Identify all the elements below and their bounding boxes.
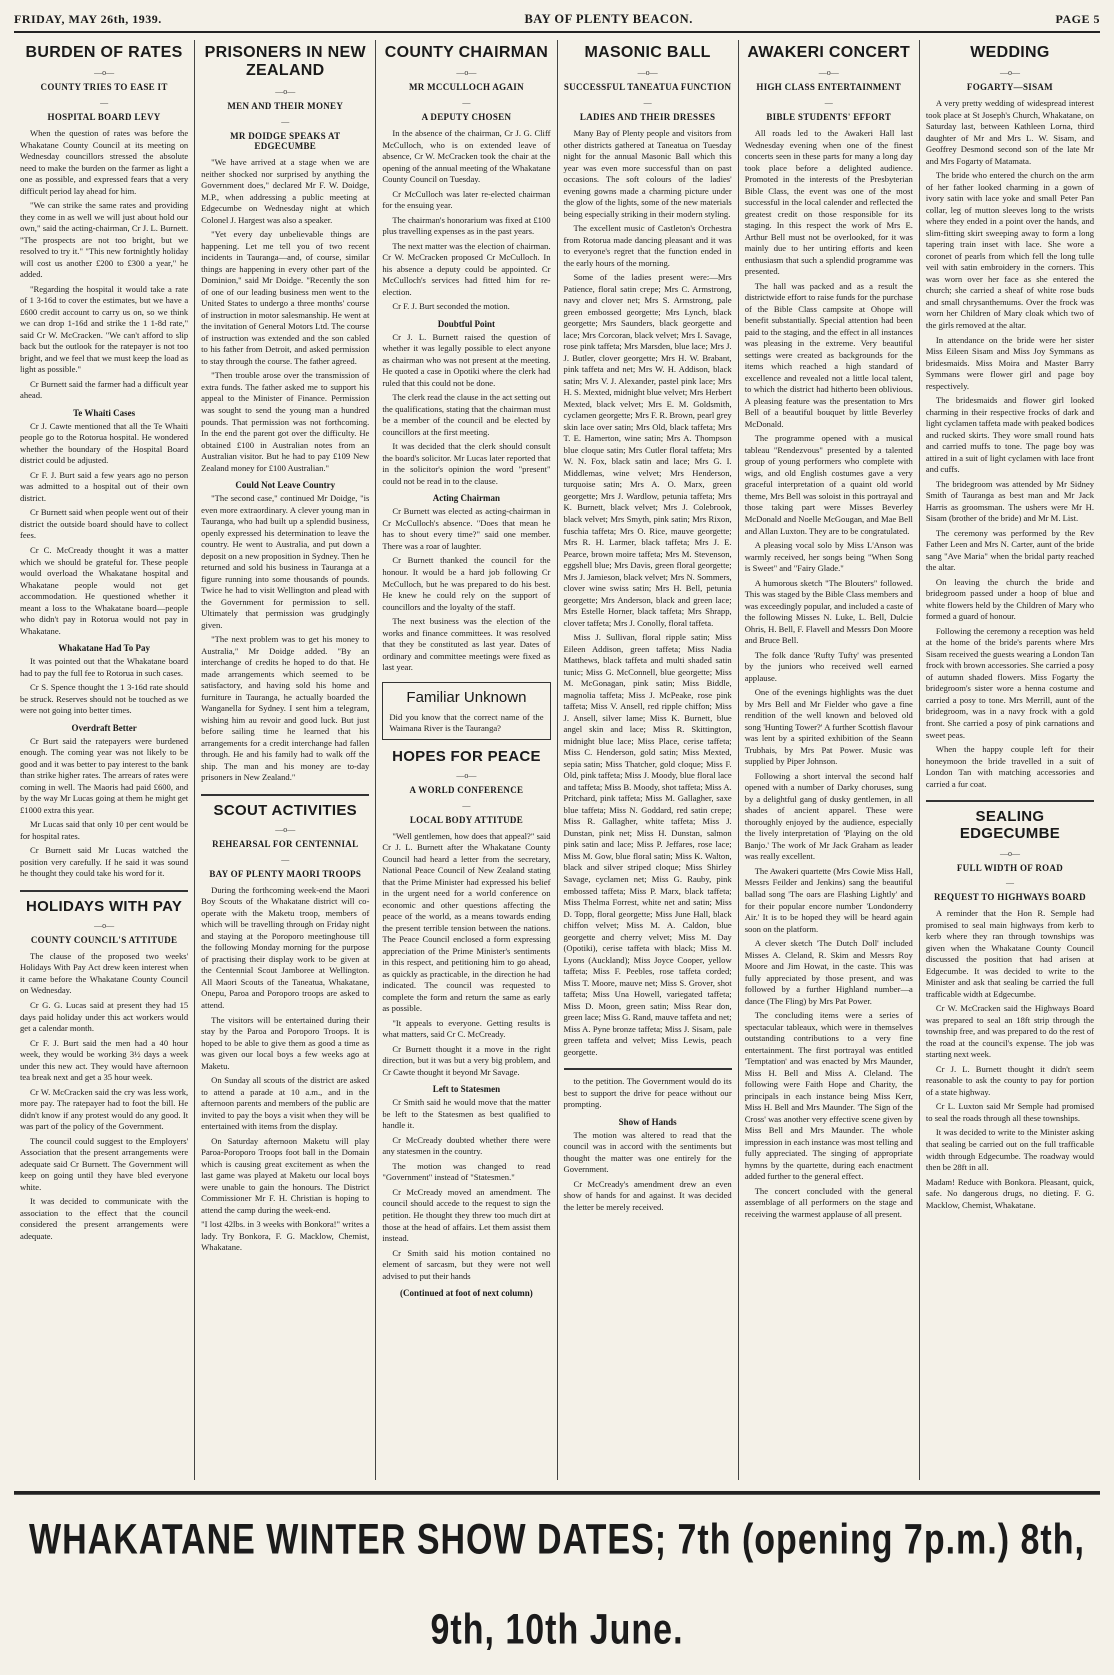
- article-headline: HOPES FOR PEACE: [392, 747, 541, 765]
- paragraph: The council could suggest to the Employers' Association that the present arrangements were adequate said Cr Burnett. The Government will keep on going until they have bled everyone white.: [20, 1135, 189, 1192]
- paragraph: On leaving the church the bride and bridegroom passed under a hoop of blue and white flowers held by the Children of Mary who formed a guard of honour.: [925, 576, 1095, 622]
- article-headline: MASONIC BALL: [584, 44, 711, 61]
- article-headline: HOLIDAYS WITH PAY: [25, 897, 183, 915]
- ornament: —: [643, 98, 652, 108]
- ornament: —: [462, 98, 471, 108]
- paragraph: The clerk read the clause in the act setting out the qualifications, stating that the chairman must be a member of the council and be elected by councillors at the first meeting.: [382, 392, 551, 437]
- article-body: [564, 128, 732, 1058]
- paper-title: BAY OF PLENTY BEACON.: [524, 12, 693, 26]
- ornament: —o—: [637, 68, 658, 78]
- paragraph: "We have arrived at a stage when we are neither shocked nor surprised by anything the Government does," declared Mr F. W. Doidge, M.P., when addressing a public meeting at Edgecumbe on Wednesday night at which Colonel J. Hargest was also a speaker.: [201, 157, 370, 225]
- paragraph: One of the evenings highlights was the duet by Mrs Bell and Mr Fielder who gave a fine rendition of the well known and beloved old song 'Hunting Tower?' A further Scottish flavour was lent by a spirited exhibition of the Seann Trubhais, by Mrs Pat Power. Music was supplied by Piper Johnson.: [744, 687, 913, 767]
- paragraph: Following the ceremony a reception was held at the home of the bride's parents where Mrs Sisam received the guests wearing a London Tan frock with brown accessories. She carried a posy of autumn shaded flowers. Miss Fogarty the bridegroom's sister wore a henna costume and carried a posy to tone. Mrs Merrill, aunt of the bridegroom, was in a navy frock with a gold front. She carried a posy of pink carnations and sweet peas.: [925, 625, 1095, 740]
- paragraph: "Yet every day unbelievable things are happening. Let me tell you of two recent incidents in Tauranga—and, of course, similar things are happening in every other part of the Dominion," said Mr Doidge. "Recently the son of one of our leading business men went to the United States to undergo a three months' course of instruction in motor salesmanship. He went at the invitation of General Motors Ltd. The course of instruction was extended and the son cabled to his father from Detroit, and asked permission to stay through the course. The father agreed.: [201, 229, 370, 366]
- paragraph: The folk dance 'Rufty Tufty' was presented by the juniors who received well earned applause.: [744, 649, 913, 683]
- paragraph: "Well gentlemen, how does that appeal?" said Cr J. L. Burnett after the Whakatane County Council had heard a letter from the secretary, National Peace Council of New Zealand stating that the Prime Minister had expressed his belief in the urgent need for a world conference on economic and other questions affecting the peace of the world, as a means towards ending the present terrible tension between the nations. The Peace Council enclosed a form expressing appreciation of the Prime Minister's sentiments in this respect, and petitioning him to go ahead, as quickly as practicable, in the direction he had indicated. The council was requested to complete the form and return the same as early as possible.: [382, 830, 551, 1014]
- divider: [564, 1068, 732, 1070]
- ornament: —: [100, 98, 109, 108]
- paragraph: The concluding items were a series of spectacular tableaux, which were in themselves outstanding contributions to a very fine entertainment. The first portrayal was entitled 'Temptation' and was enacted by Mrs Maunder, Miss H. Bell and Miss A. Cleland. The following were Faith Hope and Charity, the principals in each instance being Miss Kerr, Miss H. Bell and Mrs Maunder. 'The Sign of the Cross' was another very effective scene given by Miss Bell and Mrs Maunder. The whole impression in each instance was most telling and fully appreciated. The singing of appropriate hymns by the quartette, during each enactment added further to the general effect.: [744, 1010, 913, 1182]
- continued-note: (Continued at foot of next column): [400, 1288, 533, 1299]
- ornament: —o—: [818, 68, 839, 78]
- divider: [201, 794, 369, 796]
- article-deck: FULL WIDTH OF ROAD: [956, 862, 1064, 873]
- paragraph: Cr W. McCracken said the Highways Board was prepared to seal an 18ft strip through the township free, and was prepared to do the rest of the road at the council's expense. The job was starting next week.: [925, 1003, 1095, 1060]
- article-headline: WEDDING: [970, 44, 1050, 61]
- article-deck: SUCCESSFUL TANEATUA FUNCTION: [563, 82, 732, 93]
- article-deck: LADIES AND THEIR DRESSES: [579, 112, 716, 123]
- paragraph: "Regarding the hospital it would take a rate of 1 3-16d to cover the estimates, but we have a £600 credit account to carry us on, so we think we can drop 1-16d and strike the 1 1-8d rate," said Cr W. McCracken. "We can't afford to slip back but the outlook for the ratepayer is not too bright, and we feel that we must keep the load as light as possible.": [20, 283, 189, 375]
- masthead: [14, 12, 1100, 33]
- paragraph: Following a short interval the second half opened with a number of Darky choruses, sung by a delightful gang of dusky gentlemen, in all shades of ancient apparel. These were thoroughly enjoyed by the audience, especially the lively interpretation of 'Playing on the old Banjo.' The work of Mr Jack Graham as leader was really excellent.: [744, 770, 913, 862]
- ornament: —o—: [456, 770, 477, 780]
- ornament: —: [1005, 878, 1014, 888]
- paragraph: The bride who entered the church on the arm of her father looked charming in a gown of ivory satin with lace yoke and small Peter Pan collar, leg of mutton sleeves long to the wrists where they ended in a point over the hands, and slim-fitting skirt sweeping away to form a long tapering train inset with lace. She wore a coronet of pearls from which fell the long tulle veil with satin embroidery in the corners. This was worn over her face as she entered the church; she carried a sheaf of white rose buds and small chrysanthemums. Over the frock was worn her Children of Mary cloak which two of the girls removed at the altar.: [925, 170, 1095, 330]
- paragraph: The chairman's honorarium was fixed at £100 plus travelling expenses as in the past years.: [382, 214, 551, 237]
- paragraph: Cr J. L. Burnett raised the question of whether it was legally possible to elect anyone as chairman who was not present at the meeting. He quoted a case in Opotiki where the clerk had ruled that this could not be done.: [382, 331, 551, 388]
- paragraph: Cr J. L. Burnett thought it didn't seem reasonable to ask the county to pay for portion of a state highway.: [925, 1063, 1095, 1097]
- paragraph: Cr Burnett said when people went out of their district the outside board should have to collect fees.: [20, 507, 189, 541]
- advertisement: [926, 1177, 1094, 1212]
- paragraph: In the absence of the chairman, Cr J. G. Cliff McCulloch, who is on extended leave of absence, Cr W. McCracken took the chair at the opening of the annual meeting of the Whakatane County Council on Tuesday.: [382, 127, 551, 185]
- subheading: Show of Hands: [618, 1116, 677, 1127]
- article-body: [382, 128, 550, 674]
- paragraph: It was decided to write to the Minister asking that sealing be carried out on the full trafficable width through Edgecumbe. The roadway would then be 28ft in all.: [925, 1127, 1095, 1173]
- box-text: Did you know that the correct name of the Waimana River is the Tauranga?: [389, 711, 544, 734]
- subheading: Te Whaiti Cases: [73, 407, 136, 418]
- column-4: [558, 40, 739, 1480]
- columns: [14, 40, 1100, 1480]
- article-headline: SEALING EDGECUMBE: [959, 808, 1061, 843]
- paragraph: A humorous sketch "The Blouters" followed. This was staged by the Bible Class members and was exceedingly popular, and included a caste of the following Misses N. Luke, L. Bell, Dulcie Ohris, H. Bell, F. Flavell and Messrs Don Moore and Bruce Bell.: [744, 577, 913, 646]
- ornament: —o—: [999, 68, 1020, 78]
- paragraph: On Sunday all scouts of the district are asked to attend a parade at 10 a.m., and in the afternoon parents and members of the public are invited to pay the boys a visit when they will be entertained with items from the display.: [201, 1075, 370, 1132]
- paragraph: Cr F. J. Burt seconded the motion.: [392, 301, 510, 312]
- ornament: —o—: [999, 848, 1020, 858]
- article-deck: HOSPITAL BOARD LEVY: [47, 112, 161, 123]
- ornament: —: [281, 855, 290, 865]
- paragraph: The Awakeri quartette (Mrs Cowie Miss Hall, Messrs Feilder and Jenkins) sang the beautiful ballad song 'The oars are Flashing Lightly' and for their popular encore number 'Londonderry Air.' It is to be hoped they will be heard again soon on the platform.: [744, 865, 913, 934]
- article-headline: BURDEN OF RATES: [25, 44, 183, 61]
- article-headline: COUNTY CHAIRMAN: [384, 44, 549, 61]
- paragraph: A reminder that the Hon R. Semple had promised to seal main highways from kerb to kerb where they ran through townships was given when the Whakatane County Council discussed the position that had arisen at Edgecumbe. It was decided to write to the Minister and ask that sealing be carried the full trafficable width at Edgecumbe.: [925, 908, 1095, 999]
- article-body: [926, 908, 1094, 1173]
- article-body: [745, 128, 913, 1220]
- paragraph: "Then trouble arose over the transmission of extra funds. The father asked me to support his appeal to the Minister of Finance. Permission was sought to send the young man a hundred pounds. That permission was not forthcoming. In the end the parent got over the difficulty. He obtained £100 in Australian notes from an Australian visitor. But he had to pay £109 New Zealand money for £100 Australian.": [201, 370, 370, 473]
- paragraph: Cr Burnett was elected as acting-chairman in Cr McCulloch's absence. "Does that mean he has to shout every time?" said one member. There was a roar of laughter.: [382, 506, 551, 551]
- paragraph: Cr L. Luxton said Mr Semple had promised to seal the roads through all these townships.: [925, 1101, 1095, 1123]
- article-deck: MR MCCULLOCH AGAIN: [408, 82, 524, 93]
- paragraph: Cr C. McCready thought it was a matter which we should be grateful for. These people would overload the Whakatane hospital and Whakatane people would not get accommodation. He questioned whether it meant a loss to the Whakatane board—people who didn't pay in Rotorua would not pay in Whakatane.: [20, 545, 189, 636]
- paragraph: "It appeals to everyone. Getting results is what matters, said Cr C. McCready.: [382, 1017, 551, 1040]
- paragraph: In attendance on the bride were her sister Miss Eileen Sisam and Miss Joy Symmans as bridesmaids. Miss Moira and Master Barry Symmans were flower girl and page boy respectively.: [925, 334, 1095, 391]
- article-headline: SCOUT ACTIVITIES: [213, 801, 357, 819]
- continued-article: [564, 1076, 732, 1213]
- article-deck: COUNTY TRIES TO EASE IT: [40, 82, 168, 93]
- article-body: [20, 951, 188, 1242]
- article-deck: REQUEST TO HIGHWAYS BOARD: [933, 892, 1086, 903]
- paragraph: Cr F. J. Burt said the men had a 40 hour week, they would be working 3½ days a week under this new act. They would have afternoon tea break next and get a 35 hour week.: [20, 1037, 189, 1083]
- paragraph: Some of the ladies present were:—Mrs Patience, floral satin crepe; Mrs C. Armstrong, navy and clover net; Mrs S. Armstrong, pale green embossed georgette; Mrs Lynch, black georgette; Mrs Saunders, black georgette and lace; Mrs Corcoran, black velvet; Mrs I. Savage, rose pink taffeta; Mrs Marsden, blue lace; Mrs J. J. Butler, clover georgette; Mrs H. W. Brabant, pink taffeta and net; Mrs W. H. Addison, black satin; Mrs V. J. Alexander, pastel pink lace; Mrs H. S. Mexted, midnight blue velvet; Mrs Herbert Mexted, black velvet; Mrs E. M. Goldsmith, cyclamen georgette; Mrs F. R. Brown, pearl grey skin lace over satin; Mrs Old, black taffeta; Mrs T. E. Hamerton, wine satin; Mrs A. Thompson blue cloque satin; Mrs Cutler floral taffeta; Mrs W. N. Fox, black satin and lace; Mrs G. I. Middlemas, wine velvet; Mrs Henderson, turquoise satin; Mrs A. O. Marx, green georgette; Mrs J. Wardlow, petunia taffeta; Mrs K. Burnett, black velvet; Mrs J. Colebrook, black velvet; Mrs Smyth, pink satin; Mrs Rixon, fuschia taffeta; Mrs O. Rice, mauve georgette; Mrs R. H. Larmer, black taffeta; Mrs J. E. Pearce, brown moire taffeta; Mrs M. Stevenson, eggshell blue; Mrs Davis, green floral georgette; Mrs J. Jamieson, black velvet; Mrs N. Sommers, clover wine swiss satin; Mrs H. Bell, petunia georgette; Mrs Anderson, black and green lace; Mrs Estelle Horner, black taffeta; Mrs Shrapp, clover taffeta; Mrs J. Conolly, floral taffeta.: [563, 272, 732, 628]
- article-body: [201, 157, 369, 784]
- paragraph: The concert concluded with the general assemblage of all performers on the stage and receiving the warmest applause of all present.: [744, 1185, 913, 1219]
- paragraph: Cr F. J. Burt said a few years ago no person was admitted to a hospital out of their own district.: [20, 469, 189, 503]
- paragraph: The motion was altered to read that the council was in accord with the sentiments but thought the matter was one entirely for the Government.: [563, 1129, 732, 1175]
- paragraph: A pleasing vocal solo by Miss L'Anson was warmly received, her songs being "When Song is Sweet" and "Fairy Glade.": [744, 540, 913, 574]
- subheading: Overdraft Better: [71, 722, 137, 733]
- column-3: [376, 40, 557, 1480]
- ornament: —o—: [94, 921, 115, 931]
- paragraph: The ceremony was performed by the Rev Father Leen and Mrs N. Carter, aunt of the bride sang "Ave Maria" when the bridal party reached the altar.: [925, 527, 1095, 573]
- ornament: —o—: [94, 68, 115, 78]
- column-5: [739, 40, 920, 1480]
- ad-text: "I lost 42lbs. in 3 weeks with Bonkora!" writes a lady. Try Bonkora, F. G. Macklow, Chemist, Whakatane.: [201, 1219, 370, 1253]
- article-headline: PRISONERS IN NEW ZEALAND: [204, 44, 366, 80]
- paragraph: "The next problem was to get his money to Australia," Mr Doidge added. "By an interchange of credits he hoped to do that. He made arrangements which seemed to be satisfactory, and having sold his home and furniture in Tauranga, he actually boarded the Wanganella for Sydney. I sent him a telegram, wishing him au revoir and good luck. But just before sailing time he learned that his arrangements for a credit interchange had fallen through. He and his family had to walk off the ship. The man and his money are to-day prisoners in New Zealand.": [201, 634, 370, 783]
- paragraph: It was decided that the clerk should consult the board's solicitor. Mr Lucas later reported that in the solicitor's opinion the word "present" could not be read in to the clause.: [382, 441, 551, 486]
- paragraph: The bridegroom was attended by Mr Sidney Smith of Tauranga as best man and Mr Jack Harris as groomsman. The ushers were Mr H. Sisam (brother of the bride) and Mr M. List.: [925, 478, 1095, 524]
- paragraph: "The second case," continued Mr Doidge, "is even more extraordinary. A clever young man in Tauranga, who had built up a splendid business, openly expressed his determination to leave the country. He went to Australia, and put down a deposit on a new proposition in Sydney. Then he returned and sold his business in Tauranga at a figure running into some thousands of pounds. Twice he had to visit Wellington and plead with the Government for permission to sell. Ultimately that permission was grudgingly given.: [201, 493, 370, 630]
- paragraph: Many Bay of Plenty people and visitors from other districts gathered at Taneatua on Tuesday night for the annual Masonic Ball which this year was even more successful than on past occasions. The soft colours of the ladies' evening gowns made a charming picture under the glow of the lights, some of the new materials being especially striking in their modern styling.: [563, 127, 732, 219]
- familiar-unknown-box: [382, 682, 550, 740]
- paragraph: to the petition. The Government would do its best to support the drive for peace without our prompting.: [563, 1076, 732, 1110]
- paragraph: Cr S. Spence thought the 1 3-16d rate should be struck. Reserves should not be touched as we were not going into better times.: [20, 682, 189, 716]
- issue-date: FRIDAY, MAY 26th, 1939.: [14, 12, 162, 26]
- article-deck: HIGH CLASS ENTERTAINMENT: [756, 82, 902, 93]
- show-dates-banner: WHAKATANE WINTER SHOW DATES; 7th (opening 7p.m.) 8th, 9th, 10th June.: [14, 1491, 1100, 1581]
- article-body: [382, 831, 550, 1299]
- box-title: Familiar Unknown: [406, 688, 527, 706]
- paragraph: Cr Smith said his motion contained no element of sarcasm, but they were not well advised to put their hands: [382, 1247, 551, 1281]
- paragraph: The clause of the proposed two weeks' Holidays With Pay Act drew keen interest when it came before the Whakatane County Council on Wednesday.: [20, 950, 189, 996]
- paragraph: The motion was changed to read "Government" instead of "Statesmen.": [382, 1160, 551, 1183]
- article-deck: MR DOIDGE SPEAKS AT EDGECUMBE: [230, 130, 341, 152]
- paragraph: Cr McCulloch was later re-elected chairman for the ensuing year.: [382, 188, 551, 211]
- article-deck: A WORLD CONFERENCE: [409, 784, 524, 795]
- paragraph: A very pretty wedding of widespread interest took place at St Joseph's Church, Whakatane, on Saturday last, between Kathleen Lorna, third daughter of Mr and Mrs L. W. Sisam, and Geoffrey Desmond second son of the late Mr and Mrs Fogarty of Matamata.: [925, 98, 1095, 166]
- subheading: Doubtful Point: [437, 318, 496, 329]
- article-deck: BIBLE STUDENTS' EFFORT: [766, 112, 892, 123]
- subheading: Acting Chairman: [432, 493, 501, 504]
- column-2: [195, 40, 376, 1480]
- paragraph: A clever sketch 'The Dutch Doll' included Misses A. Cleland, R. Skim and Messrs Roy Moore and Jim Howat, in the caste. This was fully appreciated by those present, and was followed by a further Highland number—a dance (The Fling) by Mrs Pat Power.: [744, 938, 913, 1006]
- subheading: Could Not Leave Country: [235, 480, 336, 491]
- ornament: —o—: [275, 86, 296, 96]
- ad-text: Madam! Reduce with Bonkora. Pleasant, quick, safe. No dangerous drugs, no dieting. F. G. Macklow, Chemist, Whakatane.: [925, 1176, 1095, 1210]
- paragraph: When the question of rates was before the Whakatane County Council at its meeting on Wednesday councillors stressed the absolute need to make the burden on the farmer as light a one as possible, and expressed fears that a very difficult period lay ahead for him.: [20, 127, 189, 196]
- article-deck: REHEARSAL FOR CENTENNIAL: [212, 839, 359, 850]
- paragraph: During the forthcoming week-end the Maori Boy Scouts of the Whakatane district will co-operate with the Maketu troop, members of which will be travelling through on Friday night and staying at the Poroporo meetinghouse till the following Monday morning for the purpose of practising their display work to be given at the Centennial Scout Jamboree at Wellington. All Maori Scouts of the Taneatua, Whakatane, Onepu, Paroa and Poroporo troops are asked to attend.: [201, 884, 370, 1010]
- article-body: [201, 885, 369, 1216]
- article-body: [20, 128, 188, 880]
- paragraph: Cr G. G. Lucas said at present they had 15 days paid holiday under this act workers would get a calendar month.: [20, 1000, 189, 1034]
- column-6: [920, 40, 1100, 1480]
- paragraph: Miss J. Sullivan, floral ripple satin; Miss Eileen Addison, green taffeta; Miss Nadia Matthews, black taffeta and multi shaded satin tunic; Miss G. McConnell, blue georgette; Miss M. McGonagan, pink satin; Miss Biddle, magnolia taffeta; Miss J. McPeake, rose pink taffeta; Miss V. Ansell, red ripple chiffon; Miss J. Ansell, silver lame; Miss K. Burnett, blue angel skin and lace; Miss R. Skittington, midnight blue lace; Miss Place, cerise taffeta; Miss C. Henderson, gold satin; Miss Mexted, sepia satin; Miss Thatcher, gold cloque; Miss F. Old, pink taffeta; Miss J. Moody, blue floral lace and taffeta; Miss B. Moody, shot taffeta; Miss A. Pritchard, pink taffeta; Miss M. Gallagher, saxe blue taffeta; Miss N. Goddard, red satin crepe; Miss R. Gallagher, white taffeta; Miss J. Dunstan, pink net; Miss H. Dunstan, salmon pink satin and lace; Miss P. Jeffares, rose lace; Miss M. Gow, blue floral satin; Miss K. Walton, black and silver striped cloque; Miss Shirley Savage, cyclamen net; Miss G. Rauby, pink embossed taffeta; Miss P. Marx, black taffeta; Miss Thelma Forrest, white net and satin; Miss D. Topp, floral georgette; Miss June Hall, black chiffon velvet; Miss M. A. Caldon, blue georgette and cherry velvet; Miss M. Day (Opotiki), cerise taffeta with black; Miss M. Lyons (Auckland); Miss Joyce Cooper, yellow taffeta; Miss F. Peebles, rose taffeta corded; Miss T. Moore, mauve net; Miss S. Grover, shot taffeta; Miss Una Howell, variegated taffeta; Miss D. Moon, green satin; Miss Rear don, green lace; Miss G. Rand, mauve taffeta and net; Miss A. Pyne bronze taffeta; Miss J. Sisam, pale green taffeta and velvet; Miss Lewis, peach georgette.: [563, 632, 732, 1057]
- paragraph: All roads led to the Awakeri Hall last Wednesday evening when one of the finest concerts seen in these parts for many a long day took place before a delighted audience. Promoted in the interests of the Presbyterian Bible Class, the event was one of the most successful in the local calender and reflected the greatest credit on those responsible for its staging. In this respect the work of Mrs E. Arthur Bell must not be overlooked, for it was mainly due to her untiring efforts and keen enthusiasm that such a splendid programme was presented.: [744, 127, 913, 277]
- paragraph: Cr W. McCracken said the cry was less work, more pay. The ratepayer had to foot the bill. He didn't know if any protest would do any good. It was part of the policy of the Government.: [20, 1086, 189, 1132]
- paragraph: Cr Burnett said Mr Lucas watched the position very carefully. If he said it was sound he thought they could take his word for it.: [20, 845, 189, 879]
- paragraph: The next matter was the election of chairman. Cr W. McCracken proposed Cr McCulloch. In his absence a deputy could be appointed. Cr McCulloch's services had fitted him for re-election.: [382, 240, 551, 297]
- article-headline: AWAKERI CONCERT: [747, 44, 911, 61]
- paragraph: The programme opened with a musical tableau "Rendezvous" presented by a talented group of young performers who complete with wigs, and old English costumes gave a very graceful interpretation of a quaint old world theme, Mrs Bell was soloist in this portrayal and those taking part were Misses Beverley McDonald and Noelle McGougan, and Mae Bell and Allan Luxton. They are to be congratulated.: [744, 433, 913, 536]
- paragraph: The excellent music of Castleton's Orchestra from Rotorua made dancing pleasant and it was to everyone's regret that the function ended in the early hours of the morning.: [563, 223, 732, 268]
- ornament: —o—: [456, 68, 477, 78]
- paragraph: Cr Burt said the ratepayers were burdened enough. The coming year was not likely to be good and it was better to pay interest to the bank than strike higher rates. The arrears of rates were coming in well. The Maoris had paid £600, and by the way Mr Lucas going at them he might get £1000 extra this year.: [20, 735, 189, 815]
- paragraph: Cr Smith said he would move that the matter be left to the Statesmen as best qualified to handle it.: [382, 1097, 551, 1131]
- paragraph: Cr McCready moved an amendment. The council should accede to the request to sign the petition. He thought they threw too much dirt at those at the head of affairs. Let them assist them instead.: [382, 1186, 551, 1244]
- subheading: Left to Statesmen: [432, 1084, 501, 1095]
- paragraph: Cr Burnett thought it a move in the right direction, but it was but a very big problem, and Cr Cawte thought it beyond Mr Savage.: [382, 1043, 551, 1077]
- article-deck: BAY OF PLENTY MAORI TROOPS: [209, 869, 362, 880]
- paragraph: The next business was the election of the works and finance committees. It was resolved that they be constituted as last year. Dates of ordinary and committee meetings were fixed as last year.: [382, 616, 551, 673]
- paragraph: The hall was packed and as a result the districtwide effort to raise funds for the purchase of the Bible Class campsite at Ohope will benefit substantially. Special attention had been paid to the staging, and the effect in all instances was pleasing in the extreme. Very beautiful settings were created as backgrounds for the items which reached a high standard of excellence and revealed not a little local talent, to which the district had hitherto been oblivious. A pleasing feature was the presentation to Mrs Bell of a beautiful bouquet by little Beverley McDonald.: [744, 280, 913, 429]
- paragraph: Cr McCready's amendment drew an even show of hands for and against. It was decided the letter be merely received.: [563, 1178, 732, 1212]
- article-deck: LOCAL BODY ATTITUDE: [409, 814, 524, 825]
- paragraph: It was pointed out that the Whakatane board had to pay the full fee to Rotorua in such cases.: [20, 656, 189, 678]
- paragraph: "We can strike the same rates and providing they come in as well we will just about hold our own," said the acting-chairman, Cr J. L. Burnett. "The prospects are not too bright, but we resolved to try it." "This new fortnightly holiday will cost us another £200 to £300 a year," he added.: [20, 200, 189, 280]
- divider: [926, 800, 1094, 802]
- subheading: Whakatane Had To Pay: [58, 643, 150, 654]
- article-deck: COUNTY COUNCIL'S ATTITUDE: [30, 935, 178, 946]
- paragraph: Cr McCready doubted whether there were any statesmen in the country.: [382, 1134, 551, 1157]
- column-1: [14, 40, 195, 1480]
- paragraph: On Saturday afternoon Maketu will play Paroa-Poroporo Troops foot ball in the Domain which is causing great excitement as when the last game was played at Maketu our local boys were unable to gain the honours. The District Commissioner Mr F. H. Christian is hoping to attend the camp during the week-end.: [201, 1135, 370, 1215]
- page-number: PAGE 5: [1055, 12, 1100, 26]
- paragraph: Mr Lucas said that only 10 per cent would be for hospital rates.: [20, 819, 189, 841]
- advertisement: [201, 1219, 369, 1254]
- paragraph: It was decided to communicate with the association to the effect that the council considered the present arrangements were adequate.: [20, 1196, 189, 1241]
- article-body: [926, 98, 1094, 790]
- ornament: —: [462, 800, 471, 810]
- article-deck: MEN AND THEIR MONEY: [227, 100, 344, 111]
- paragraph: Cr J. Cawte mentioned that all the Te Whaiti people go to the Rotorua hospital. He wondered whether the boundary of the Hospital Board district could be adjusted.: [20, 420, 189, 466]
- article-deck: FOGARTY—SISAM: [966, 82, 1053, 93]
- article-deck: A DEPUTY CHOSEN: [421, 112, 512, 123]
- paragraph: Cr Burnett said the farmer had a difficult year ahead.: [20, 378, 189, 401]
- divider: [20, 890, 188, 892]
- paragraph: Cr Burnett thanked the council for the honour. It would be a hard job following Cr McCulloch, but he was prepared to do his best. He knew he could rely on the support of councillors and the loyalty of the staff.: [382, 555, 551, 612]
- ornament: —o—: [275, 825, 296, 835]
- paragraph: The bridesmaids and flower girl looked charming in their respective frocks of dark and light cyclamen taffeta made with peaked bodices and rucked skirts. They wore small round hats and carried muffs to tone. The page boy was attired in a suit of light cyclamen with lace front and cuffs.: [925, 395, 1095, 475]
- ornament: —: [281, 116, 290, 126]
- ornament: —: [824, 98, 833, 108]
- paragraph: When the happy couple left for their honeymoon the bride travelled in a suit of London Tan with matching accessories and carried a fur coat.: [925, 744, 1095, 789]
- paragraph: The visitors will be entertained during their stay by the Paroa and Poroporo Troops. It is hoped to be able to give them as good a time as was given our local boys a few weeks ago at Maketu.: [201, 1014, 370, 1071]
